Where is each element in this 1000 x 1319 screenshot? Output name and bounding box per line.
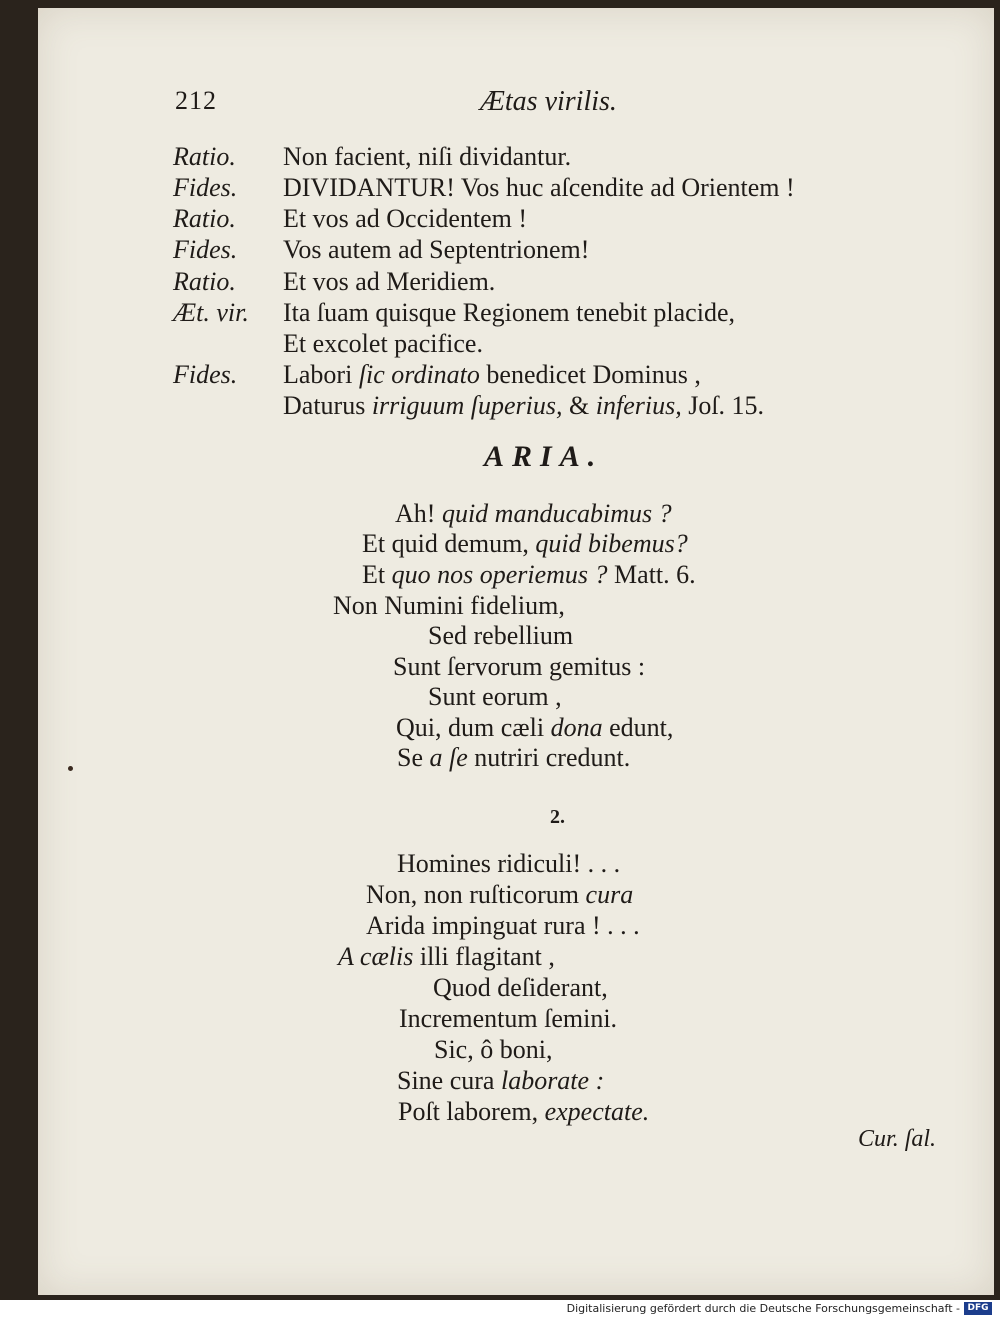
verse-line: A cælis illi flagitant , [338, 942, 555, 971]
verse-line: Ah! quid manducabimus ? [395, 499, 672, 528]
verse-line: Se a ſe nutriri credunt. [397, 743, 631, 772]
verse-line: Poſt laborem, expectate. [398, 1097, 650, 1126]
dialogue-line: Et vos ad Meridiem. [283, 267, 496, 296]
dialogue-line: Daturus irriguum ſuperius, & inferius, Joſ. 15. [283, 391, 765, 420]
dialogue-line: Et excolet pacifice. [283, 329, 483, 358]
verse-line: Sed rebellium [428, 621, 574, 650]
speaker-label: Fides. [173, 235, 238, 264]
dialogue-line: Ita ſuam quisque Regionem tenebit placide, [283, 298, 735, 327]
dfg-logo-icon: DFG [964, 1302, 992, 1315]
dialogue-line: Vos autem ad Septentrionem! [283, 235, 590, 264]
speaker-label: Ratio. [173, 204, 236, 233]
verse-line: Qui, dum cæli dona edunt, [396, 713, 674, 742]
speaker-label: Ratio. [173, 142, 236, 171]
verse-line: Quod deſiderant, [433, 973, 608, 1002]
dialogue-line: Labori ſic ordinato benedicet Dominus , [283, 360, 701, 389]
verse-line: Homines ridiculi! . . . [397, 849, 621, 878]
dialogue-line: Et vos ad Occidentem ! [283, 204, 528, 233]
verse-line: Et quo nos operiemus ? Matt. 6. [362, 560, 696, 589]
verse-line: Sunt ſervorum gemitus : [393, 652, 646, 681]
speaker-label: Fides. [173, 360, 238, 389]
catchword: Cur. ſal. [858, 1126, 937, 1152]
dialogue-line: Non facient, niſi dividantur. [283, 142, 572, 171]
verse-line: Et quid demum, quid bibemus? [362, 529, 688, 558]
verse-line: Sic, ô boni, [434, 1035, 553, 1064]
verse-line: Non Numini fidelium, [333, 591, 565, 620]
running-head: Ætas virilis. [480, 86, 617, 117]
aria-title: ARIA. [484, 440, 604, 473]
verse-line: Sunt eorum , [428, 682, 562, 711]
page-number: 212 [175, 86, 217, 115]
verse-line: Incrementum ſemini. [399, 1004, 618, 1033]
verse-line: Arida impinguat rura ! . . . [366, 911, 640, 940]
speaker-label: Ratio. [173, 267, 236, 296]
dialogue-line: DIVIDANTUR! Vos huc aſcendite ad Orientem ! [283, 173, 795, 202]
funding-credit: Digitalisierung gefördert durch die Deutsche Forschungsgemeinschaft - [566, 1302, 960, 1315]
speaker-label: Fides. [173, 173, 238, 202]
stanza-number: 2. [550, 806, 565, 828]
verse-line: Non, non ruſticorum cura [366, 880, 634, 909]
verse-line: Sine cura laborate : [397, 1066, 605, 1095]
speaker-label: Æt. vir. [173, 298, 249, 327]
